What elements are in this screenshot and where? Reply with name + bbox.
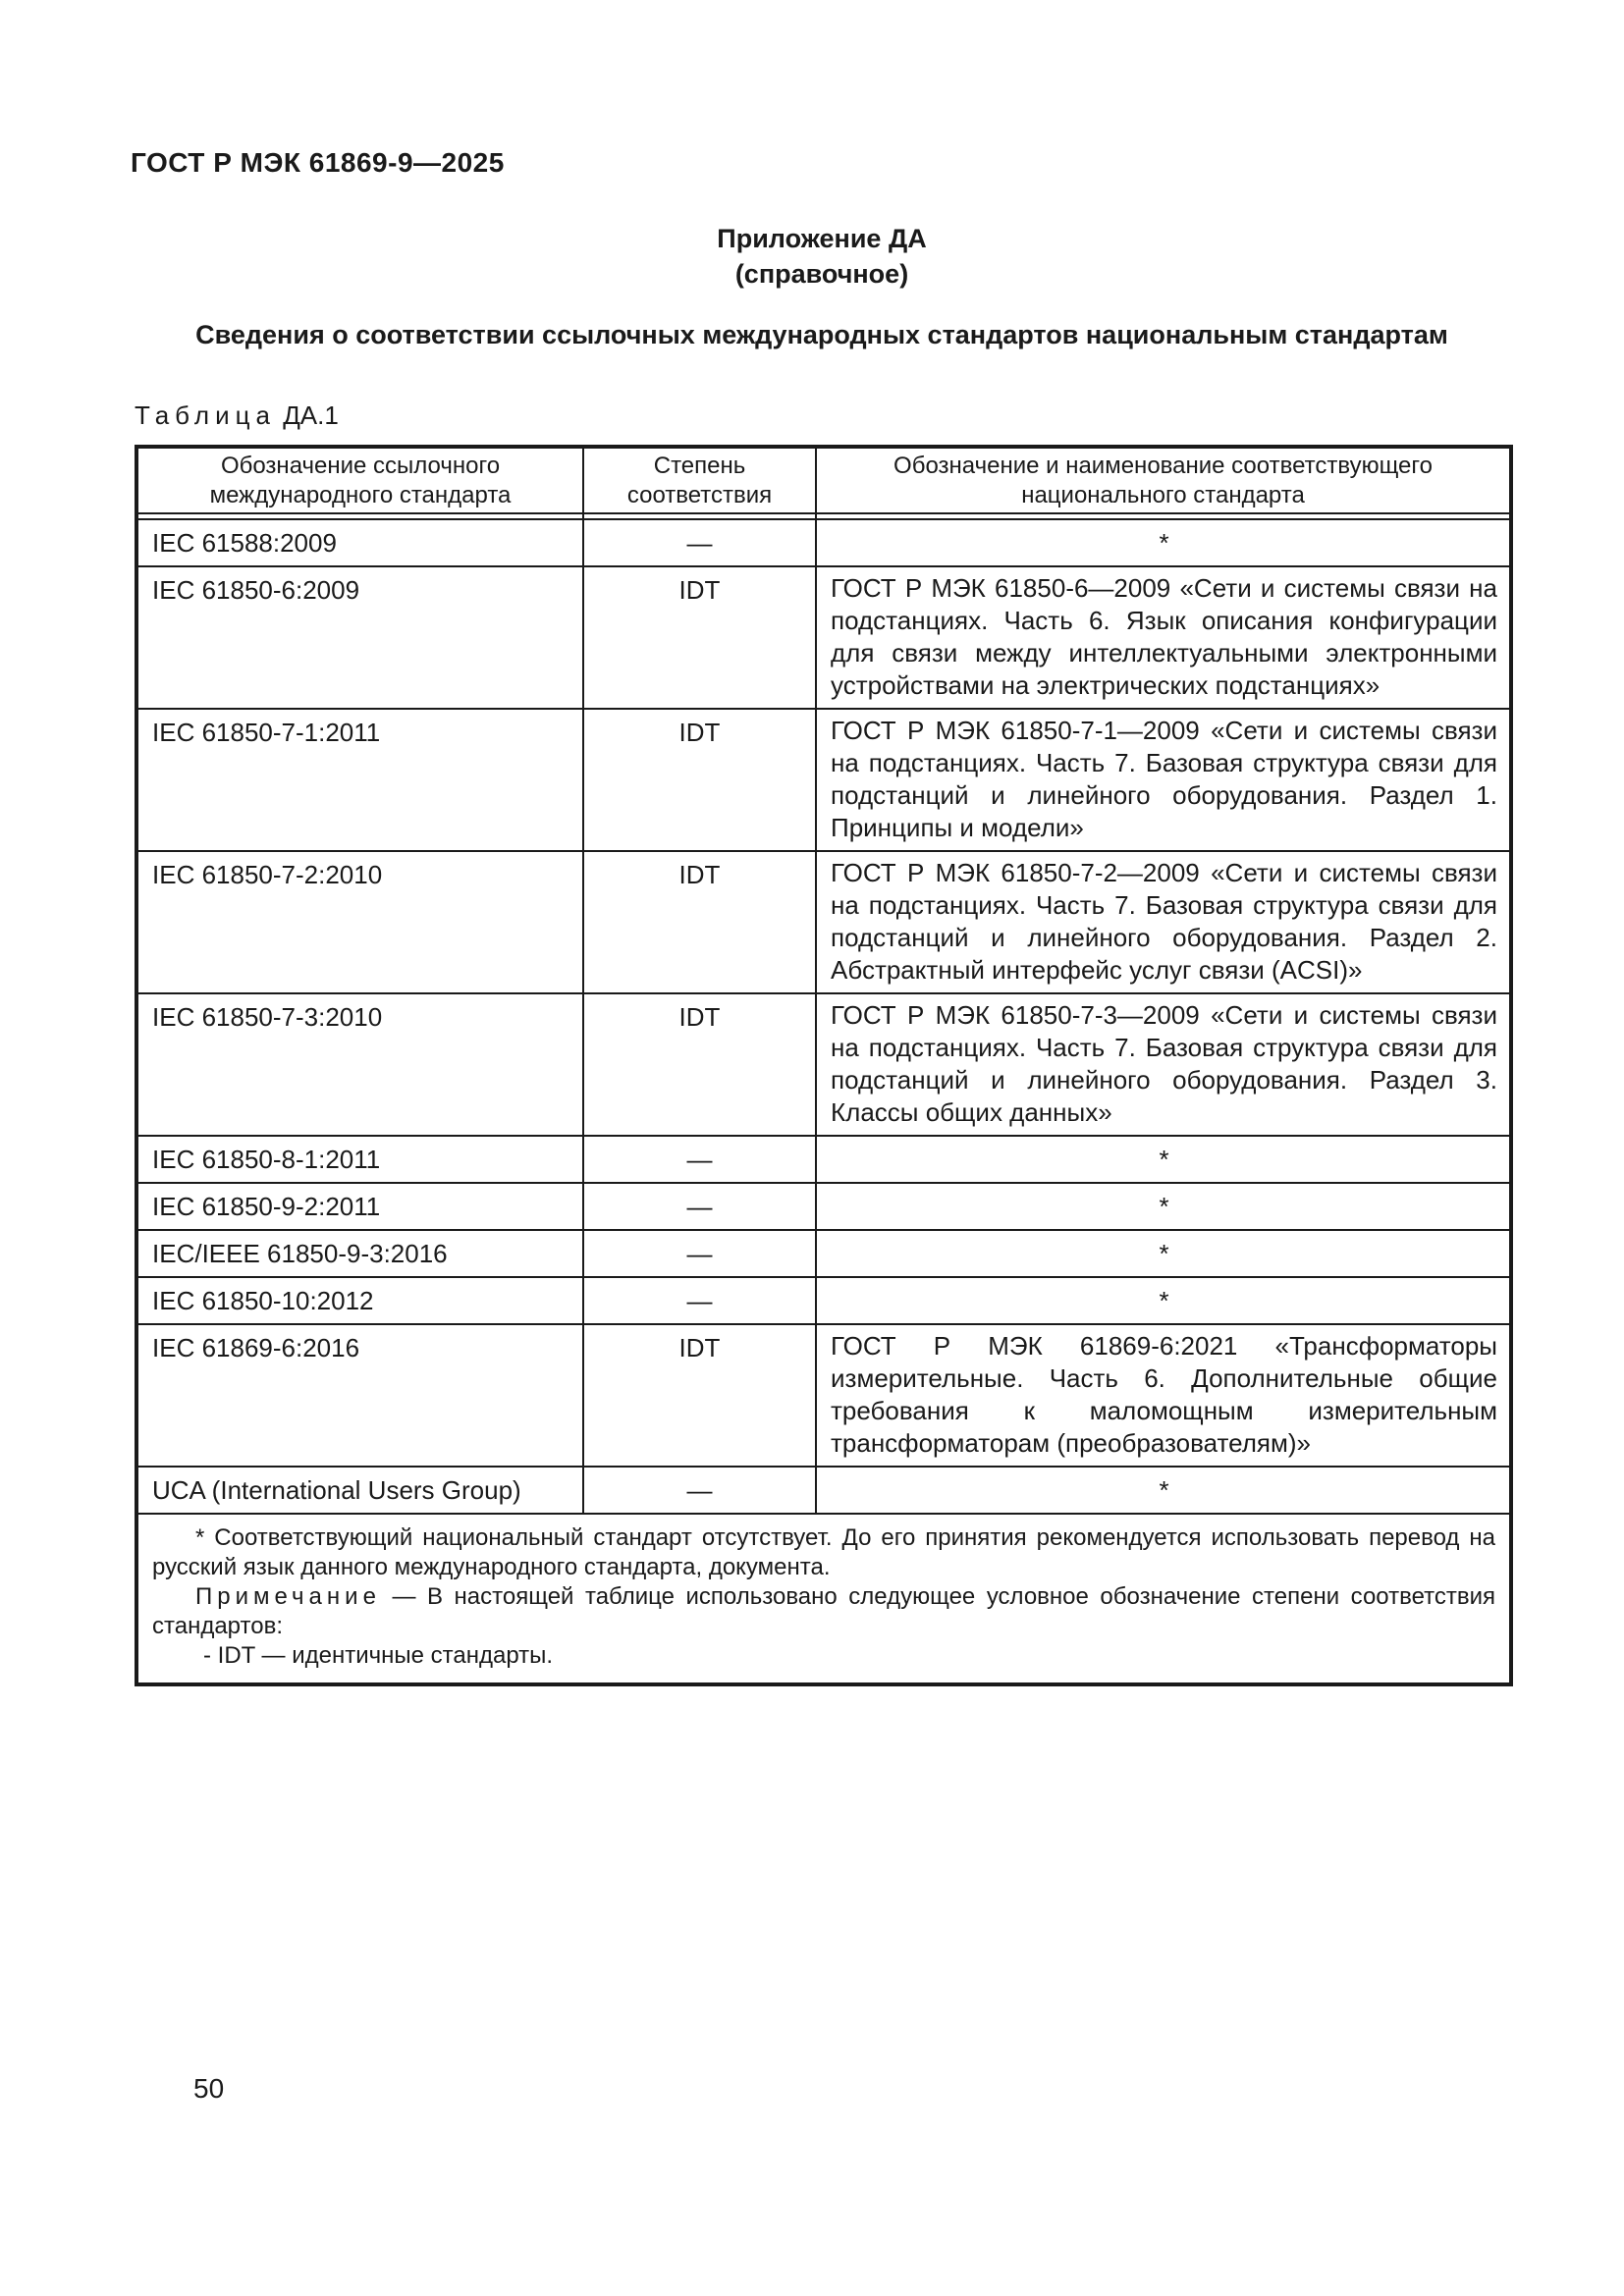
table-row xyxy=(136,1183,1511,1230)
ref-standard-cell: IEC 61850-7-2:2010 xyxy=(136,851,583,993)
table-row xyxy=(136,519,1511,566)
table-footnote xyxy=(136,1514,1511,1684)
national-standard-cell: * xyxy=(816,1183,1511,1230)
table-row xyxy=(136,1230,1511,1277)
degree-cell: — xyxy=(583,1183,816,1230)
col-header-degree: Степень соответствия xyxy=(583,447,816,513)
degree-cell: — xyxy=(583,1467,816,1514)
table-caption-word: Таблица xyxy=(135,400,276,430)
national-standard-cell: ГОСТ Р МЭК 61850-7-2—2009 «Сети и системы связи на подстанциях. Часть 7. Базовая структура связи для подстанций и линейного оборудования. Раздел 2. Абстрактный интерфейс услуг связи (ACSI)» xyxy=(816,851,1511,993)
national-standard-cell: * xyxy=(816,1136,1511,1183)
footnote-note-label: Примечание xyxy=(195,1583,381,1610)
table-row xyxy=(136,566,1511,709)
national-standard-cell: ГОСТ Р МЭК 61850-7-3—2009 «Сети и системы связи на подстанциях. Часть 7. Базовая структура связи для подстанций и линейного оборудования. Раздел 3. Классы общих данных» xyxy=(816,993,1511,1136)
table-row xyxy=(136,709,1511,851)
footnote-asterisk-text: * Соответствующий национальный стандарт отсутствует. До его принятия рекомендуется использовать перевод на русский язык данного международного стандарта, документа. xyxy=(152,1524,1495,1580)
correspondence-table xyxy=(135,445,1513,1686)
national-standard-cell: ГОСТ Р МЭК 61850-7-1—2009 «Сети и системы связи на подстанциях. Часть 7. Базовая структура связи для подстанций и линейного оборудования. Раздел 1. Принципы и модели» xyxy=(816,709,1511,851)
degree-cell: IDT xyxy=(583,1324,816,1467)
table-row xyxy=(136,1277,1511,1324)
ref-standard-cell: UCA (International Users Group) xyxy=(136,1467,583,1514)
national-standard-cell: * xyxy=(816,1467,1511,1514)
section-title: Сведения о соответствии ссылочных международных стандартов национальным стандартам xyxy=(195,320,1448,349)
degree-cell: — xyxy=(583,1277,816,1324)
ref-standard-cell: IEC 61850-9-2:2011 xyxy=(136,1183,583,1230)
footnote-note-text: — В настоящей таблице использовано следующее условное обозначение степени соответствия стандартов: xyxy=(152,1583,1495,1639)
page-number: 50 xyxy=(193,2073,225,2104)
table-caption xyxy=(135,400,339,431)
appendix-title: Приложение ДА xyxy=(717,224,927,253)
national-standard-cell: ГОСТ Р МЭК 61850-6—2009 «Сети и системы связи на подстанциях. Часть 6. Язык описания конфигурации для связи между интеллектуальными электронными устройствами на электрических подстанциях» xyxy=(816,566,1511,709)
degree-cell: IDT xyxy=(583,709,816,851)
table-row xyxy=(136,1324,1511,1467)
footnote-idt-definition: - IDT — идентичные стандарты. xyxy=(203,1642,554,1669)
col-header-reference-standard: Обозначение ссылочного международного стандарта xyxy=(136,447,583,513)
degree-cell: IDT xyxy=(583,566,816,709)
degree-cell: IDT xyxy=(583,851,816,993)
ref-standard-cell: IEC 61850-7-1:2011 xyxy=(136,709,583,851)
degree-cell: IDT xyxy=(583,993,816,1136)
table-caption-number: ДА.1 xyxy=(283,400,339,430)
ref-standard-cell: IEC/IEEE 61850-9-3:2016 xyxy=(136,1230,583,1277)
ref-standard-cell: IEC 61850-6:2009 xyxy=(136,566,583,709)
table-row xyxy=(136,1136,1511,1183)
ref-standard-cell: IEC 61850-10:2012 xyxy=(136,1277,583,1324)
ref-standard-cell: IEC 61588:2009 xyxy=(136,519,583,566)
national-standard-cell: * xyxy=(816,1277,1511,1324)
national-standard-cell: ГОСТ Р МЭК 61869-6:2021 «Трансформаторы измерительные. Часть 6. Дополнительные общие требования к маломощным измерительным трансформаторам (преобразователям)» xyxy=(816,1324,1511,1467)
table-row xyxy=(136,993,1511,1136)
col-header-national-standard: Обозначение и наименование соответствующего национального стандарта xyxy=(816,447,1511,513)
national-standard-cell: * xyxy=(816,1230,1511,1277)
degree-cell: — xyxy=(583,519,816,566)
degree-cell: — xyxy=(583,1230,816,1277)
document-code: ГОСТ Р МЭК 61869-9—2025 xyxy=(131,147,505,178)
degree-cell: — xyxy=(583,1136,816,1183)
ref-standard-cell: IEC 61850-8-1:2011 xyxy=(136,1136,583,1183)
table-header-row xyxy=(136,447,1511,513)
national-standard-cell: * xyxy=(816,519,1511,566)
table-row xyxy=(136,1467,1511,1514)
appendix-type: (справочное) xyxy=(734,259,909,289)
ref-standard-cell: IEC 61850-7-3:2010 xyxy=(136,993,583,1136)
table-footnote-row xyxy=(136,1514,1511,1684)
ref-standard-cell: IEC 61869-6:2016 xyxy=(136,1324,583,1467)
table-row xyxy=(136,851,1511,993)
footnote-note xyxy=(152,1582,1495,1641)
